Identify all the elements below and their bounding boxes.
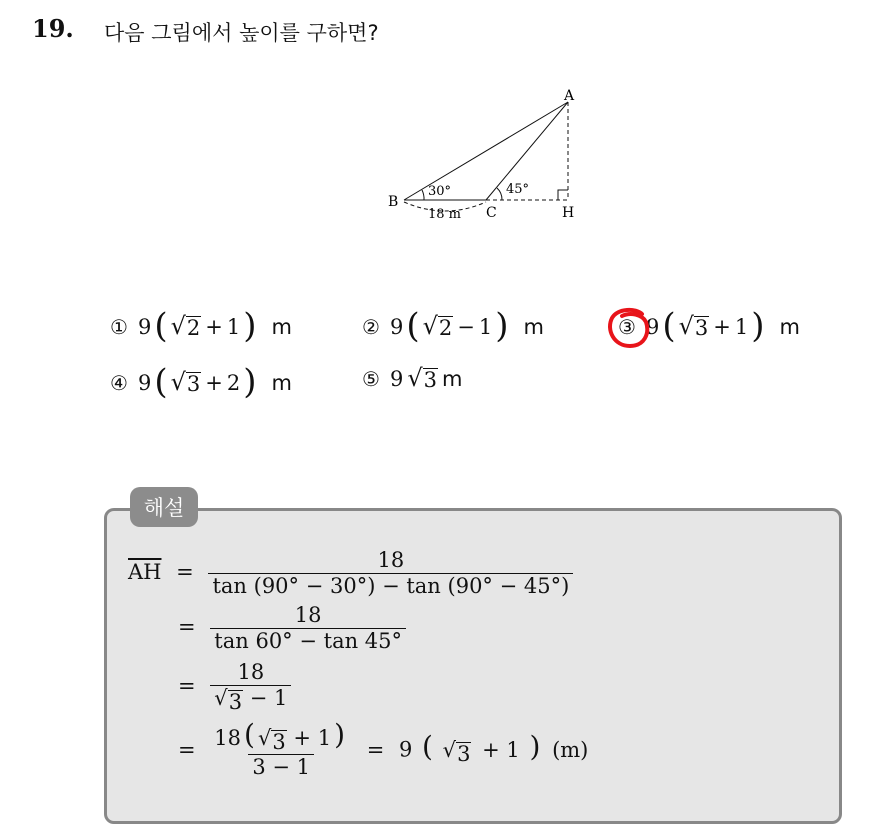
- fraction: $\frac{18}{\tan 60^\circ - \tan 45^\circ}$: [210, 603, 406, 654]
- solution-line-2: = $\frac{18}{\tan 60^\circ - \tan 45^\circ}$: [170, 603, 406, 654]
- question-text: 다음 그림에서 높이를 구하면?: [104, 21, 379, 45]
- label-h: H: [562, 205, 575, 221]
- fraction: $\frac{18}{\tan (90^\circ - 30^\circ) - \tan (90^\circ - 45^\circ)}$: [208, 548, 573, 599]
- choice-coef: 9: [137, 315, 152, 339]
- choice-number: ④: [110, 371, 128, 395]
- label-b: B: [388, 194, 399, 210]
- segment-ah: $\overline{AH}$: [128, 560, 162, 585]
- fraction: 18 √ 3 − 1: [210, 660, 291, 714]
- choice-number: ②: [362, 315, 380, 339]
- solution-line-1: $\overline{AH}$ = $\frac{18}{\tan (90^\circ - 30^\circ) - \tan (90^\circ - 45^\circ)}$: [128, 548, 573, 599]
- right-angle-mark: [558, 190, 568, 200]
- choice-number: ⑤: [362, 367, 380, 392]
- answer-mark-circle: [606, 306, 654, 352]
- angle-b-label: 30°: [428, 184, 452, 199]
- angle-c-arc: [497, 188, 502, 200]
- question-number: 19.: [32, 14, 74, 43]
- choice-number: ③: [618, 315, 636, 339]
- sqrt: √ 2: [422, 311, 453, 340]
- sqrt: √ 3: [678, 311, 709, 340]
- sqrt: √ 2: [170, 311, 201, 340]
- choice-number: ①: [110, 315, 128, 339]
- sqrt: √ 3: [170, 367, 201, 396]
- choice-2[interactable]: ② 9 ( √ 2 − 1 ) m: [362, 306, 544, 346]
- choice-4[interactable]: ④ 9 ( √ 3 + 2 ) m: [110, 362, 292, 402]
- label-c: C: [486, 205, 497, 221]
- solution-line-4: = 18 ( √ 3 + 1 ) 3 − 1 = 9 ( √ 3 + 1 ) (m): [178, 718, 589, 780]
- choice-3[interactable]: ③ 9 ( √ 3 + 1 ) m: [618, 306, 800, 346]
- solution-line-3: = 18 √ 3 − 1: [170, 660, 291, 714]
- solution-badge: 해설: [130, 487, 198, 527]
- label-a: A: [564, 88, 575, 104]
- fraction: 18 ( √ 3 + 1 ) 3 − 1: [214, 718, 345, 780]
- choice-5[interactable]: ⑤ 9 √ 3 m: [362, 364, 463, 392]
- choice-1[interactable]: ① 9 ( √ 2 + 1 ) m: [110, 306, 292, 346]
- distance-label: 18 m: [428, 207, 462, 222]
- triangle-figure: [380, 84, 600, 234]
- angle-c-label: 45°: [506, 182, 530, 197]
- sqrt: √ 3: [407, 364, 437, 392]
- angle-b-arc: [422, 190, 424, 200]
